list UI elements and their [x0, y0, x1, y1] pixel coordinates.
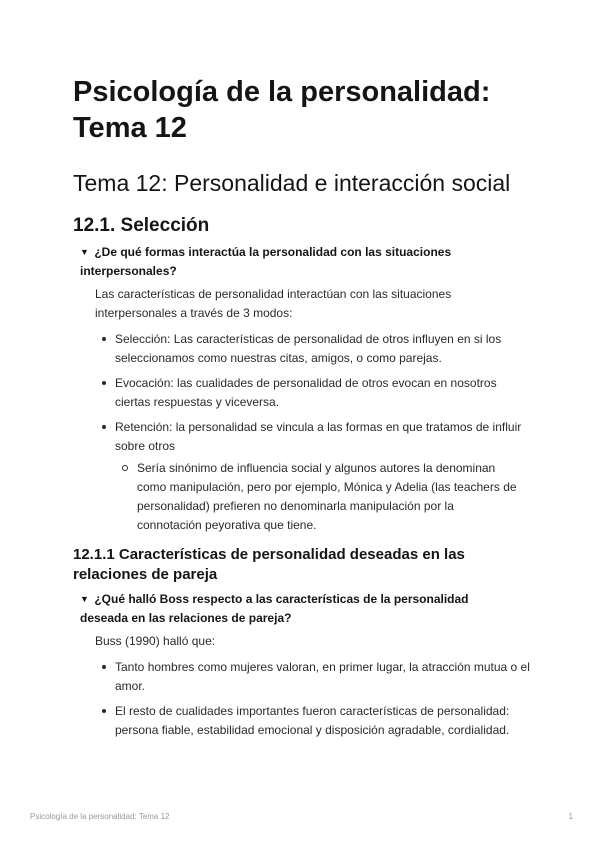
section-heading: 12.1. Selección: [73, 215, 210, 236]
subsection-heading: 12.1.1 Características de personalidad deseadas en las relaciones de pareja: [73, 546, 465, 583]
list-item: [95, 658, 535, 696]
bullet-icon: [102, 665, 106, 669]
list-item-text: Selección: Las características de personalidad de otros influyen en si los seleccionamos como nuestras citas, amigos, o como parejas.: [115, 332, 502, 365]
bullet-icon: [102, 425, 106, 429]
toggle-label: ¿De qué formas interactúa la personalidad con las situaciones interpersonales?: [80, 245, 452, 278]
bullet-icon: [102, 709, 106, 713]
toggle-arrow-icon[interactable]: ▼: [80, 594, 89, 604]
toggle-interaction-question[interactable]: [80, 243, 500, 281]
toggle-arrow-icon[interactable]: ▼: [80, 247, 89, 257]
toggle-label: ¿Qué halló Boss respecto a las características de la personalidad deseada en las relaciones de pareja?: [80, 592, 469, 625]
list-item-text: Retención: la personalidad se vincula a las formas en que tratamos de influir sobre otros: [115, 420, 522, 453]
topic-heading: Tema 12: Personalidad e interacción social: [73, 170, 511, 196]
document-title: Psicología de la personalidad: Tema 12: [73, 76, 491, 144]
toggle-buss-question[interactable]: [80, 590, 500, 628]
sublist-item-text: Sería sinónimo de influencia social y algunos autores la denominan como manipulación, pero por ejemplo, Mónica y Adelia (las teachers de personalidad) prefieren no denominarla manipulación por la connotación peyorativa que tiene.: [137, 461, 517, 532]
bullet-icon: [102, 381, 106, 385]
buss-paragraph: Buss (1990) halló que:: [95, 634, 216, 648]
list-item: [95, 374, 535, 412]
list-item: [95, 330, 535, 368]
buss-findings-list: [95, 658, 535, 740]
modes-list: [95, 330, 535, 456]
bullet-icon: [102, 337, 106, 341]
intro-paragraph: Las características de personalidad interactúan con las situaciones interpersonales a través de 3 modos:: [95, 287, 452, 320]
list-item: [95, 418, 535, 456]
hollow-bullet-icon: [122, 465, 128, 471]
list-item-text: El resto de cualidades importantes fueron características de personalidad: persona fiable, estabilidad emocional y disposición agradable, cordialidad.: [115, 704, 510, 737]
list-item: [95, 702, 535, 740]
list-item-text: Evocación: las cualidades de personalidad de otros evocan en nosotros ciertas respuestas y viceversa.: [115, 376, 497, 409]
footer-title: Psicología de la personalidad: Tema 12: [30, 812, 170, 821]
page-number: 1: [568, 812, 573, 821]
sublist-item: [120, 459, 520, 535]
list-item-text: Tanto hombres como mujeres valoran, en primer lugar, la atracción mutua o el amor.: [115, 660, 530, 693]
retention-sublist: [120, 459, 520, 535]
